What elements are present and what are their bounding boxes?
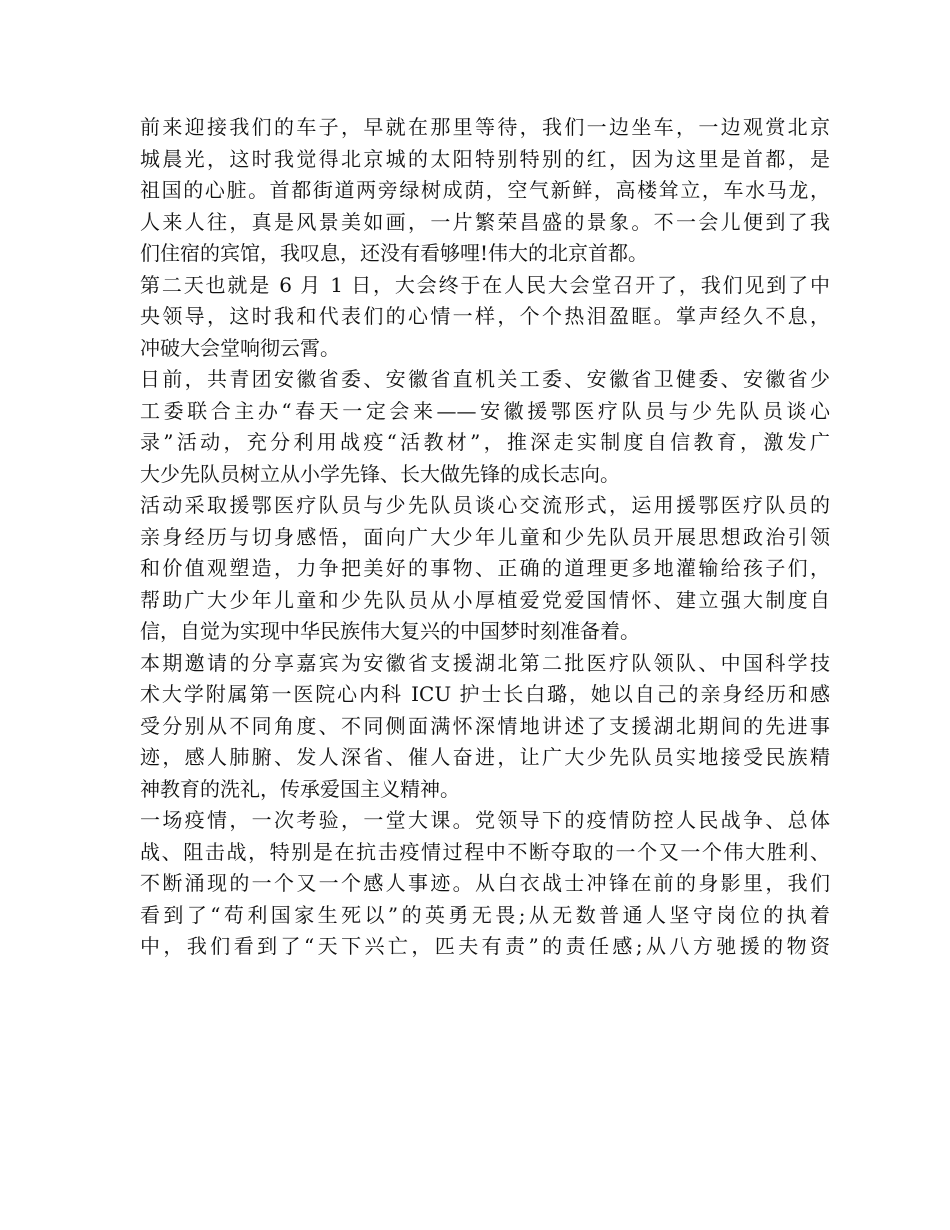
paragraph-beijing-arrival [140, 112, 830, 270]
text-line: 受分别从不同角度、不同侧面满怀深情地讲述了支援湖北期间的先进事 [140, 713, 830, 738]
text-line: 央领导，这时我和代表们的心情一样，个个热泪盈眶。掌声经久不息， [140, 304, 830, 328]
text-line: 人来人往，真是风景美如画，一片繁荣昌盛的景象。不一会儿便到了我 [140, 209, 830, 234]
paragraph-conference-day [140, 270, 830, 365]
paragraph-epidemic-lesson [140, 805, 830, 963]
paragraph-event-announcement [140, 364, 830, 490]
text-line: 们住宿的宾馆，我叹息，还没有看够哩!伟大的北京首都。 [140, 241, 649, 265]
document-body [140, 112, 830, 963]
text-line: 和价值观塑造，力争把美好的事物、正确的道理更多地灌输给孩子们， [140, 556, 830, 580]
text-line: 城晨光，这时我觉得北京城的太阳特别特别的红，因为这里是首都，是 [140, 146, 830, 171]
text-line: 一场疫情，一次考验，一堂大课。党领导下的疫情防控人民战争、总体 [140, 808, 830, 832]
text-line: 迹，感人肺腑、发人深省、催人奋进，让广大少先队员实地接受民族精 [140, 745, 830, 769]
text-line: 录”活动，充分利用战疫“活教材”，推深走实制度自信教育，激发广 [140, 430, 830, 454]
text-line: 中，我们看到了“天下兴亡，匹夫有责”的责任感;从八方驰援的物资 [140, 934, 830, 958]
text-line: 术大学附属第一医院心内科 ICU 护士长白璐，她以自己的亲身经历和感 [140, 682, 830, 706]
text-line: 前来迎接我们的车子，早就在那里等待，我们一边坐车，一边观赏北京 [140, 115, 830, 139]
text-line: 日前，共青团安徽省委、安徽省直机关工委、安徽省卫健委、安徽省少 [140, 367, 830, 391]
paragraph-guest-speaker [140, 648, 830, 806]
text-line: 信，自觉为实现中华民族伟大复兴的中国梦时刻准备着。 [140, 619, 640, 643]
text-line: 亲身经历与切身感悟，面向广大少年儿童和少先队员开展思想政治引领 [140, 524, 830, 549]
text-line: 祖国的心脏。首都街道两旁绿树成荫，空气新鲜，高楼耸立，车水马龙， [140, 178, 830, 202]
text-line: 战、阻击战，特别是在抗击疫情过程中不断夺取的一个又一个伟大胜利、 [140, 839, 830, 864]
text-line: 看到了“苟利国家生死以”的英勇无畏;从无数普通人坚守岗位的执着 [140, 902, 830, 927]
text-line: 冲破大会堂响彻云霄。 [140, 335, 340, 360]
text-line: 本期邀请的分享嘉宾为安徽省支援湖北第二批医疗队领队、中国科学技 [140, 650, 830, 675]
text-line: 帮助广大少年儿童和少先队员从小厚植爱党爱国情怀、建立强大制度自 [140, 587, 830, 612]
text-line: 神教育的洗礼，传承爱国主义精神。 [140, 776, 460, 801]
text-line: 大少先队员树立从小学先锋、长大做先锋的成长志向。 [140, 461, 620, 486]
text-line: 活动采取援鄂医疗队员与少先队员谈心交流形式，运用援鄂医疗队员的 [140, 493, 830, 517]
text-line: 第二天也就是 6 月 1 日，大会终于在人民大会堂召开了，我们见到了中 [140, 272, 830, 297]
paragraph-event-format [140, 490, 830, 648]
text-line: 工委联合主办“春天一定会来——安徽援鄂医疗队员与少先队员谈心 [140, 398, 830, 423]
text-line: 不断涌现的一个又一个感人事迹。从白衣战士冲锋在前的身影里，我们 [140, 871, 830, 895]
